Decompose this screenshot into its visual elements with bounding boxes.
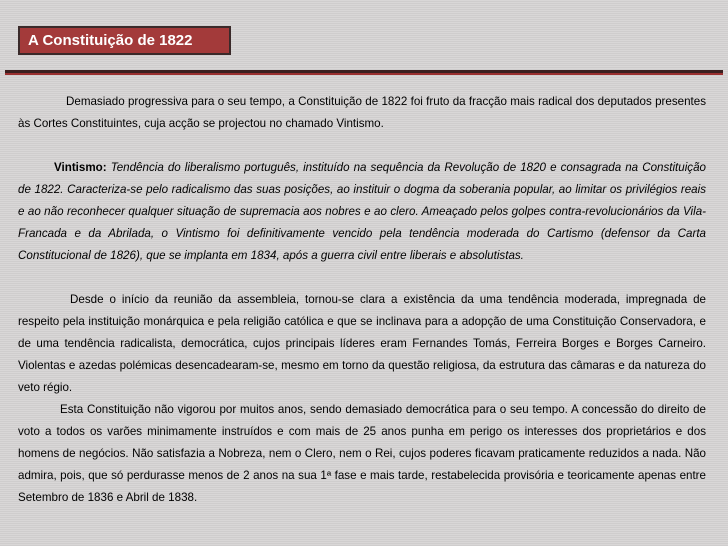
title-divider-accent: [5, 73, 723, 75]
slide-body: [18, 91, 706, 509]
vintismo-term: Vintismo:: [54, 161, 107, 174]
paragraph-vintismo-definition: [18, 157, 706, 267]
slide-title: A Constituição de 1822: [18, 26, 231, 55]
vintismo-definition-text: Tendência do liberalismo português, instituído na sequência da Revolução de 1820 e consagrada na Constituição de 1822. Caracteriza-se pelo radicalismo das suas posições, ao instituir o dogma da soberania popular, ao limitar os privilégios reais e ao não reconhecer qualquer situação de supremacia aos nobres e ao clero. Ameaçado pelos golpes contra-revolucionários da Vila-Francada e da Abrilada, o Vintismo foi definitivamente vencido pela tendência moderada do Cartismo (defensor da Carta Constitucional de 1826), que se implanta em 1834, após a guerra civil entre liberais e absolutistas.: [18, 161, 706, 262]
paragraph-intro: Demasiado progressiva para o seu tempo, a Constituição de 1822 foi fruto da fracção mais radical dos deputados presentes às Cortes Constituintes, cuja acção se projectou no chamado Vintismo.: [18, 95, 706, 130]
paragraph-constitution-duration: Esta Constituição não vigorou por muitos anos, sendo demasiado democrática para o seu tempo. A concessão do direito de voto a todos os varões minimamente instruídos e com mais de 25 anos punha em perigo os interesses dos proprietários e dos homens de negócios. Não satisfazia a Nobreza, nem o Clero, nem o Rei, cujos poderes ficavam praticamente reduzidos a nada. Não admira, pois, que só perdurasse menos de 2 anos na sua 1ª fase e mais tarde, restabelecida provisória e teoricamente apenas entre Setembro de 1836 e Abril de 1838.: [18, 403, 706, 504]
paragraph-assembly-tendencies: Desde o início da reunião da assembleia, tornou-se clara a existência da uma tendência moderada, impregnada de respeito pela instituição monárquica e pela religião católica e que se inclinava para a adopção de uma Constituição Conservadora, e de uma tendência radicalista, democrática, cujos principais líderes eram Fernandes Tomás, Ferreira Borges e Borges Carneiro. Violentas e azedas polémicas desencadearam-se, mesmo em torno da questão religiosa, da estrutura das câmaras e da natureza do veto régio.: [18, 293, 706, 394]
